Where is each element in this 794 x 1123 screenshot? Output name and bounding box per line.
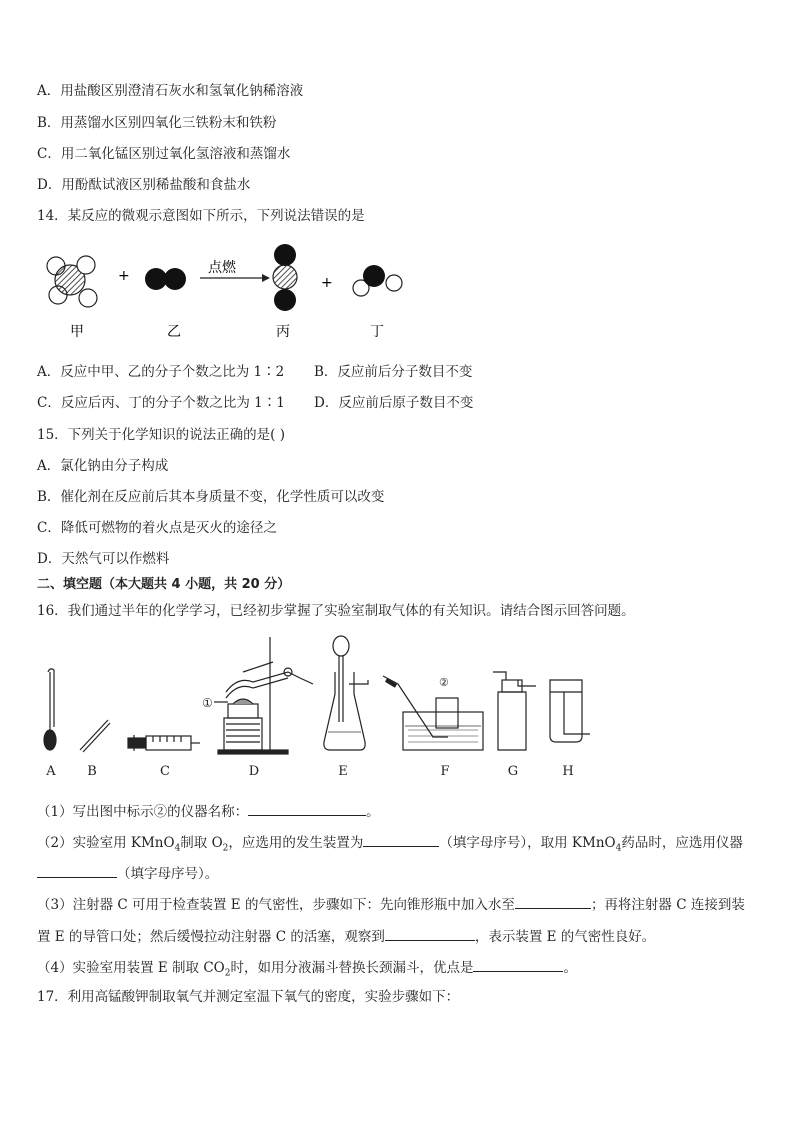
- q16-stem: 16．我们通过半年的化学学习，已经初步掌握了实验室制取气体的有关知识。请结合图示回答问题。: [37, 603, 635, 619]
- apparatus-label-b: B: [87, 764, 97, 779]
- q16-part-1: （1）写出图中标示②的仪器名称： 。: [37, 801, 380, 821]
- apparatus-f-water-trough-icon: [383, 676, 483, 750]
- q16-part-2: （2）实验室用 KMnO$_4$制取 $O_2$，应选用的发生装置为 （填字母序号），取用 KMnO$_4$药品时，应选用仪器: [37, 832, 743, 858]
- apparatus-a-spoon-icon: [44, 669, 56, 750]
- apparatus-d-heating-setup-icon: [202, 637, 313, 754]
- arrow-label-dianran: 点燃: [208, 260, 236, 276]
- q15-option-c: C．降低可燃物的着火点是灭火的途径之: [37, 520, 277, 536]
- q16-apparatus-figure: [38, 632, 598, 757]
- q14-option-c: C．反应后丙、丁的分子个数之比为 1∶1: [37, 395, 285, 411]
- answer-blank-3[interactable]: [37, 863, 117, 878]
- apparatus-label-f: F: [440, 764, 450, 779]
- apparatus-label-d: D: [248, 764, 260, 779]
- apparatus-b-tweezers-icon: [80, 720, 110, 752]
- answer-blank-6[interactable]: [473, 957, 563, 972]
- apparatus-g-gas-bottle-icon: [493, 672, 536, 750]
- answer-blank-4[interactable]: [515, 894, 591, 909]
- label-jia: 甲: [70, 324, 84, 340]
- answer-blank-2[interactable]: [363, 832, 439, 847]
- q15-stem: 15．下列关于化学知识的说法正确的是( ): [37, 427, 286, 443]
- apparatus-label-c: C: [160, 764, 170, 779]
- q14-stem: 14．某反应的微观示意图如下所示，下列说法错误的是: [37, 208, 365, 224]
- answer-blank-1[interactable]: [248, 801, 366, 816]
- apparatus-label-a: A: [46, 764, 56, 779]
- apparatus-label-e: E: [338, 764, 348, 779]
- mark-2: ②: [439, 676, 449, 689]
- label-ding: 丁: [370, 324, 384, 340]
- q13-option-c: C．用二氧化锰区别过氧化氢溶液和蒸馏水: [37, 146, 291, 162]
- q16-part-3: （3）注射器 C 可用于检查装置 E 的气密性，步骤如下：先向锥形瓶中加入水至 ；再将注射器 C 连接到装: [37, 894, 745, 914]
- q16-part-3-cont: 置 E 的导管口处；然后缓慢拉动注射器 C 的活塞，观察到 ，表示装置 E 的气密性良好。: [37, 926, 655, 946]
- q13-option-d: D．用酚酞试液区别稀盐酸和食盐水: [37, 177, 251, 193]
- apparatus-e-conical-flask-icon: [324, 636, 368, 750]
- q14-option-a: A．反应中甲、乙的分子个数之比为 1∶2: [37, 364, 285, 380]
- plus-sign-1: +: [118, 268, 130, 284]
- q15-option-d: D．天然气可以作燃料: [37, 551, 170, 567]
- q14-reaction-diagram: [40, 240, 420, 350]
- section-2-heading: 二、填空题（本大题共 4 小题，共 20 分）: [37, 577, 291, 592]
- molecule-ding-icon: [353, 265, 402, 296]
- q15-option-a: A．氯化钠由分子构成: [37, 458, 169, 474]
- answer-blank-5[interactable]: [385, 926, 475, 941]
- q17-stem: 17．利用高锰酸钾制取氧气并测定室温下氧气的密度，实验步骤如下：: [37, 989, 460, 1005]
- apparatus-h-gas-bottle-icon: [550, 680, 590, 742]
- apparatus-c-syringe-icon: [128, 735, 200, 751]
- plus-sign-2: +: [321, 275, 333, 291]
- label-bing: 丙: [276, 324, 290, 340]
- q13-option-a: A．用盐酸区别澄清石灰水和氢氧化钠稀溶液: [37, 83, 304, 99]
- q13-option-b: B．用蒸馏水区别四氧化三铁粉末和铁粉: [37, 115, 277, 131]
- q16-part-2-cont: （填字母序号）。: [37, 863, 218, 883]
- molecule-bing-icon: [273, 244, 297, 311]
- label-yi: 乙: [167, 324, 181, 340]
- mark-1: ①: [202, 696, 213, 710]
- molecule-jia-icon: [47, 256, 97, 307]
- apparatus-label-h: H: [562, 764, 574, 779]
- q14-option-b: B．反应前后分子数目不变: [314, 364, 473, 380]
- apparatus-label-g: G: [507, 764, 519, 779]
- molecule-yi-icon: [145, 268, 186, 290]
- q16-part-4: （4）实验室用装置 E 制取 $CO_2$时，如用分液漏斗替换长颈漏斗，优点是 。: [37, 957, 577, 983]
- q15-option-b: B．催化剂在反应前后其本身质量不变，化学性质可以改变: [37, 489, 385, 505]
- q14-option-d: D．反应前后原子数目不变: [314, 395, 474, 411]
